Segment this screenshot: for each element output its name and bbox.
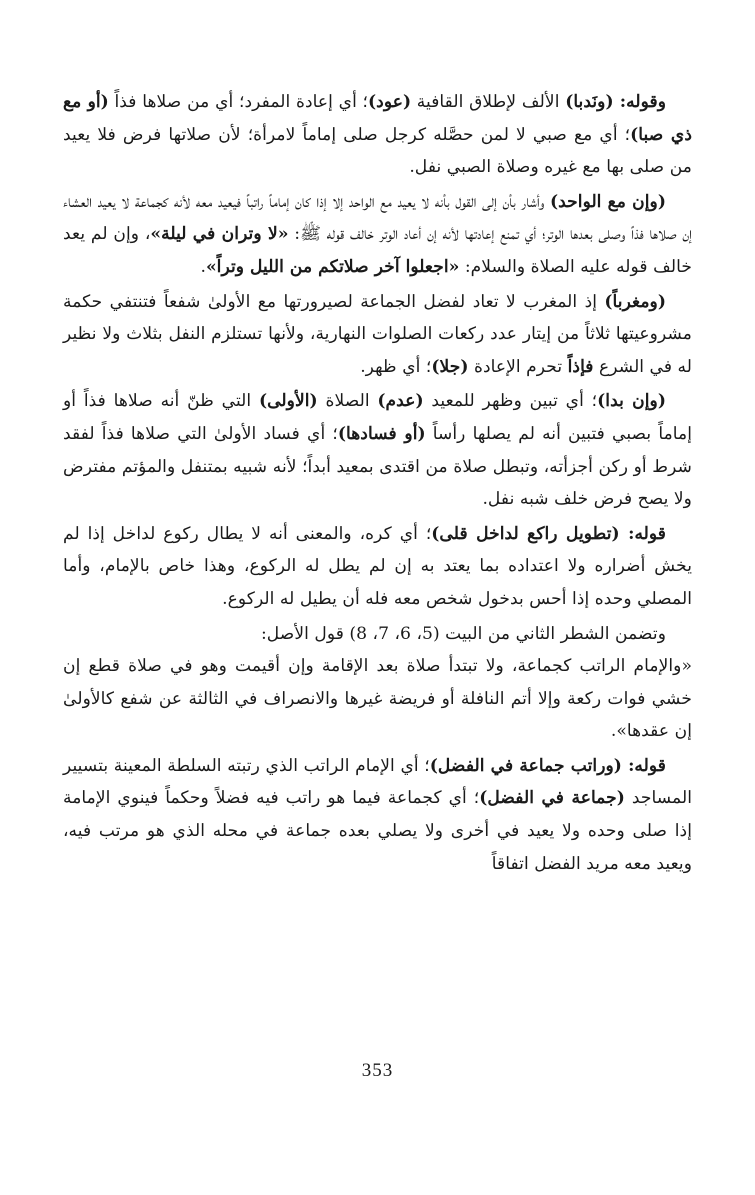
text-run: ؛ أي كجماعة فيما هو راتب فيه فضلاً وحكماً فينوي الإمامة إذا صلى وحده ولا يعيد في أخرى ولا يصلي بعده جماعة في محله الذي هو مرتب فيه، ويعيد معه مريد الفضل اتفاقاً (63, 788, 692, 874)
text-run: إذ المغرب لا تعاد لفضل الجماعة لصيرورتها مع الأولىٰ شفعاً فتنتفي حكمة مشروعيتها ثلاثاً من إيتار عدد ركعات الصلوات النهارية، ولأنها تستلزم النفل بثلاث ولا نظير له في الشرع (63, 291, 692, 377)
text-run: وأشار بأن إلى القول بأنه لا يعيد مع الواحد إلا إذا كان إماماً راتباً فيعيد معه لأنه كجماعة لا يعيد العشاء إن صلاها فذاً وصلى بعدها الوتر؛ أي تمنع إعادتها لأنه إن أعاد الوتر خالف قوله ﷺ: (63, 191, 693, 245)
bold-phrase: (جلا) (431, 356, 469, 377)
text-run: الصلاة (317, 391, 378, 412)
text-run: وتضمن الشطر الثاني من البيت (5، 6، 7، 8) قول الأصل: (260, 623, 666, 644)
bold-phrase: وقوله: (613, 92, 666, 112)
bold-phrase: «اجعلوا آخر صلاتكم من الليل وتراً» (205, 256, 460, 277)
text-run: الألف لإطلاق القافية (411, 92, 566, 112)
bold-phrase: (وراتب جماعة في الفضل) (429, 755, 622, 776)
text-run: ؛ أي فساد الأولىٰ التي صلاها فذاً لفقد شرط أو ركن أجزأته، وتبطل صلاة من اقتدى بمعيد أبداً؛ لأنه شبيه بمتنفل والمؤتم مفترض ولا يصح فرض خلف شبه نفل. (63, 423, 692, 510)
paragraph-para (63, 286, 692, 384)
text-run: ؛ أي تبين وظهر للمعيد (423, 391, 598, 412)
paragraph-para (63, 86, 692, 184)
bold-phrase: قوله: (619, 523, 666, 544)
bold-phrase: (أو مع ذي صبا) (63, 92, 692, 145)
bold-phrase: قوله: (621, 755, 666, 776)
bold-phrase: (ومغرباً) (604, 291, 666, 312)
paragraph-para (63, 186, 692, 284)
bold-phrase: (وإن بدا) (597, 391, 666, 412)
bold-phrase: (تطويل راكع لداخل قلى) (431, 523, 620, 544)
text-run: «والإمام الراتب كجماعة، ولا تبتدأ صلاة بعد الإقامة وإن أقيمت وهو في صلاة قطع إن خشي فوات ركعة وإلا أتم النافلة أو فريضة غيرها والانصراف في الثالثة عن شفع كالأولىٰ إن عقدها». (63, 656, 692, 742)
text-run: ؛ أي مع صبي لا لمن حصَّله كرجل صلى إماماً لامرأة؛ لأن صلاتها فرض فلا يعيد من صلى بها مع غيره وصلاة الصبي نفل. (63, 124, 692, 178)
text-run: . (200, 256, 206, 277)
bold-phrase: (الأولى) (258, 391, 318, 412)
text-run: ؛ أي كره، والمعنى أنه لا يطال ركوع لداخل إذا لم يخش أضراره ولا اعتداده بما يعتد به إن لم يطل له الركوع، وهذا خاص بالإمام، وأما المصلي وحده إذا أحس بدخول شخص معه فله أن يطيل له الركوع. (63, 523, 692, 609)
text-run: ؛ أي ظهر. (360, 356, 432, 377)
paragraph-quote (63, 650, 692, 748)
bold-phrase: (جماعة في الفضل) (479, 788, 625, 809)
text-run: ؛ أي إعادة المفرد؛ أي من صلاها فذاً (108, 92, 369, 112)
bold-phrase: (وإن مع الواحد) (550, 191, 666, 212)
bold-phrase: (ونَدبا) (565, 92, 614, 112)
bold-phrase: (أو فسادها) (337, 423, 426, 444)
bold-phrase: «لا وتران في ليلة» (150, 224, 289, 245)
bold-phrase: فإذاً (567, 356, 594, 377)
bold-phrase: (عدم) (377, 391, 424, 412)
text-run: ؛ أي الإمام الراتب الذي رتبته السلطة المعينة بتسيير المساجد (63, 755, 692, 809)
text-run: التي ظنّ أنه صلاها فذاً أو إماماً بصبي فتبين أنه لم يصلها رأساً (63, 391, 693, 444)
paragraph-intro (63, 618, 692, 651)
paragraph-para (63, 750, 692, 880)
paragraph-para (63, 385, 692, 515)
text-run: تحرم الإعادة (468, 356, 568, 377)
paragraph-para (63, 518, 692, 616)
page-number: 353 (361, 1060, 394, 1081)
page-body-text (63, 86, 692, 880)
text-run: ، وإن لم يعد خالف قوله عليه الصلاة والسلام: (63, 224, 692, 277)
bold-phrase: (عود) (368, 92, 412, 112)
